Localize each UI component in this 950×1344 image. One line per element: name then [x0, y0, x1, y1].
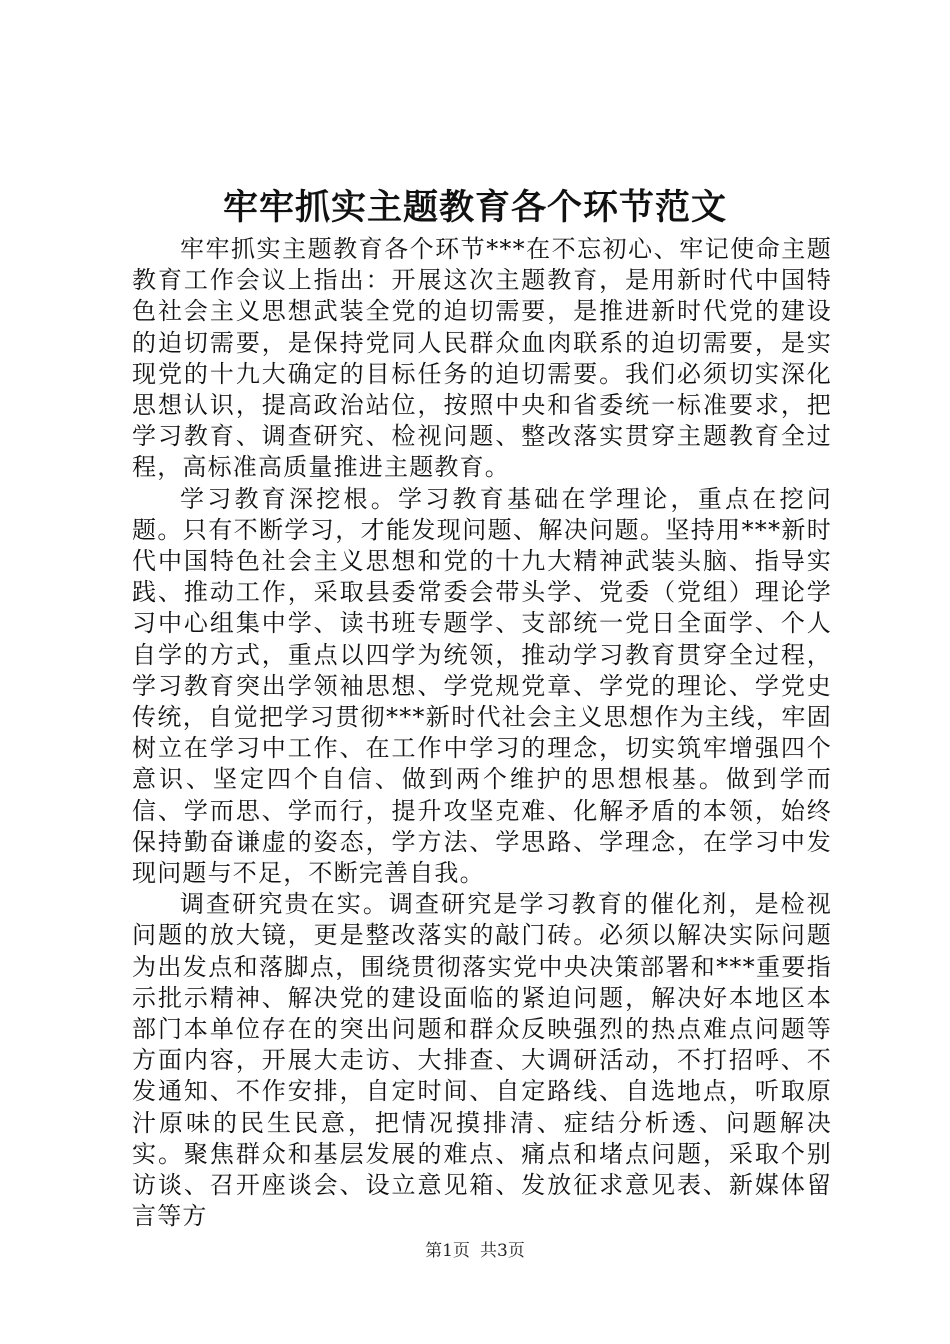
document-title: 牢牢抓实主题教育各个环节范文: [222, 187, 727, 228]
page-number: 第1页: [425, 1241, 470, 1261]
document-body: [132, 234, 832, 1233]
paragraph-investigation-research: 调查研究贵在实。调查研究是学习教育的催化剂，是检视问题的放大镜，更是整改落实的敲门砖。必须以解决实际问题为出发点和落脚点，围绕贯彻落实党中央决策部署和***重要指示批示精神、解决党的建设面临的紧迫问题，解决好本地区本部门本单位存在的突出问题和群众反映强烈的热点难点问题等方面内容，开展大走访、大排查、大调研活动，不打招呼、不发通知、不作安排，自定时间、自定路线、自选地点，听取原汁原味的民生民意，把情况摸排清、症结分析透、问题解决实。聚焦群众和基层发展的难点、痛点和堵点问题，采取个别访谈、召开座谈会、设立意见箱、发放征求意见表、新媒体留言等方: [132, 890, 832, 1231]
paragraph-study-education: 学习教育深挖根。学习教育基础在学理论，重点在挖问题。只有不断学习，才能发现问题、解决问题。坚持用***新时代中国特色社会主义思想和党的十九大精神武装头脑、指导实践、推动工作，采取县委常委会带头学、党委（党组）理论学习中心组集中学、读书班专题学、支部统一党日全面学、个人自学的方式，重点以四学为统领，推动学习教育贯穿全过程，学习教育突出学领袖思想、学党规党章、学党的理论、学党史传统，自觉把学习贯彻***新时代社会主义思想作为主线，牢固树立在学习中工作、在工作中学习的理念，切实筑牢增强四个意识、坚定四个自信、做到两个维护的思想根基。做到学而信、学而思、学而行，提升攻坚克难、化解矛盾的本领，始终保持勤奋谦虚的姿态，学方法、学思路、学理念，在学习中发现问题与不足，不断完善自我。: [132, 484, 832, 888]
page-count: 共3页: [480, 1241, 525, 1261]
paragraph-intro: 牢牢抓实主题教育各个环节***在不忘初心、牢记使命主题教育工作会议上指出：开展这次主题教育，是用新时代中国特色社会主义思想武装全党的迫切需要，是推进新时代党的建设的迫切需要，是保持党同人民群众血肉联系的迫切需要，是实现党的十九大确定的目标任务的迫切需要。我们必须切实深化思想认识，提高政治站位，按照中央和省委统一标准要求，把学习教育、调查研究、检视问题、整改落实贯穿主题教育全过程，高标准高质量推进主题教育。: [132, 235, 832, 482]
page-footer: [0, 1240, 950, 1262]
